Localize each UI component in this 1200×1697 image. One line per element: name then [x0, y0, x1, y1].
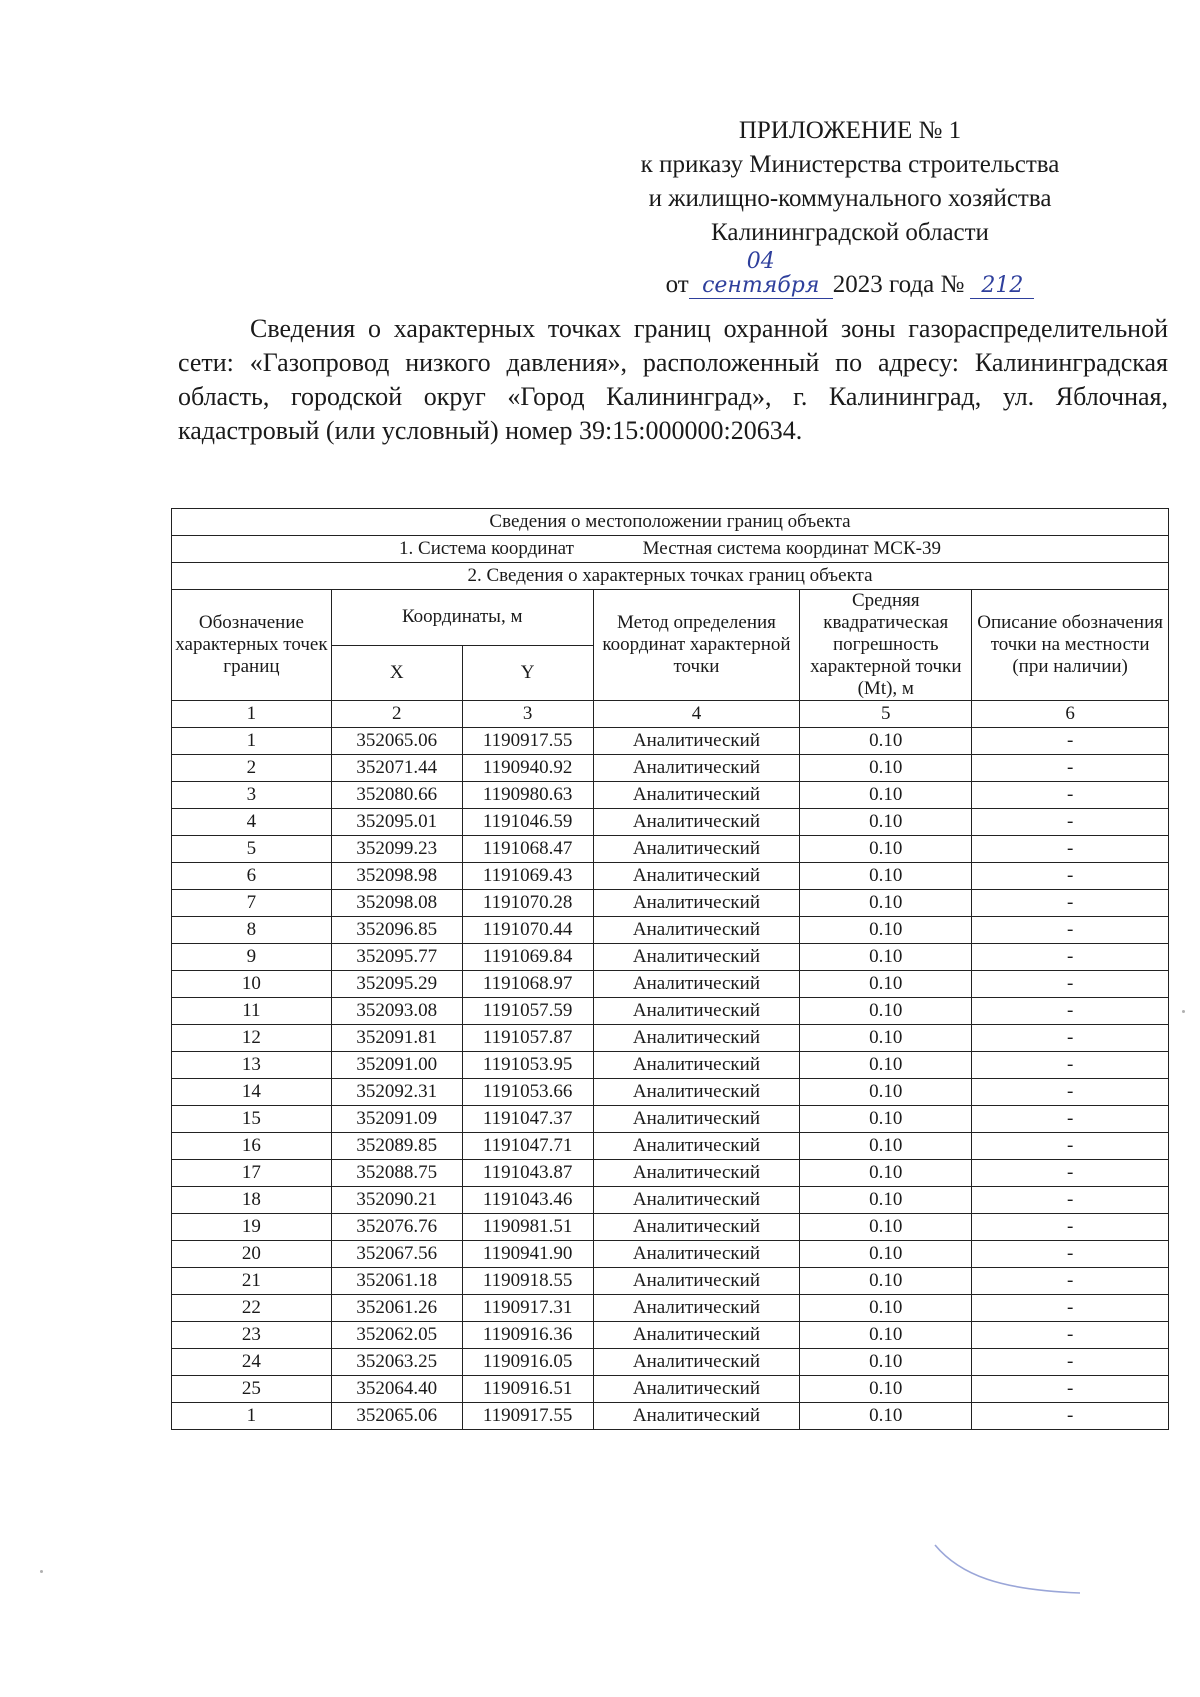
- cell-method: Аналитический: [593, 971, 800, 998]
- table-row: [172, 1025, 1169, 1052]
- cell-method: Аналитический: [593, 1268, 800, 1295]
- column-number: 1: [172, 701, 332, 728]
- cell-x: 352071.44: [331, 755, 462, 782]
- table-row: [172, 782, 1169, 809]
- cell-method: Аналитический: [593, 998, 800, 1025]
- cell-description: -: [972, 1052, 1169, 1079]
- table-row: [172, 998, 1169, 1025]
- order-line-2: и жилищно-коммунального хозяйства: [648, 185, 1052, 212]
- cell-x: 352092.31: [331, 1079, 462, 1106]
- header-x: X: [331, 645, 462, 701]
- cell-error: 0.10: [800, 944, 972, 971]
- cell-x: 352065.06: [331, 1403, 462, 1430]
- table-row: [172, 944, 1169, 971]
- cell-x: 352095.29: [331, 971, 462, 998]
- cell-y: 1191046.59: [462, 809, 593, 836]
- cell-error: 0.10: [800, 971, 972, 998]
- table-body: [172, 728, 1169, 1430]
- cell-point: 7: [172, 890, 332, 917]
- table-row: [172, 890, 1169, 917]
- cell-y: 1190917.55: [462, 728, 593, 755]
- cell-x: 352065.06: [331, 728, 462, 755]
- column-number: 6: [972, 701, 1169, 728]
- cell-y: 1190940.92: [462, 755, 593, 782]
- table-row: [172, 1241, 1169, 1268]
- table-row: [172, 1295, 1169, 1322]
- cell-y: 1191043.87: [462, 1160, 593, 1187]
- scan-speck: [40, 1570, 43, 1573]
- cell-point: 12: [172, 1025, 332, 1052]
- cell-method: Аналитический: [593, 1214, 800, 1241]
- cell-error: 0.10: [800, 1106, 972, 1133]
- cell-method: Аналитический: [593, 1079, 800, 1106]
- cell-point: 20: [172, 1241, 332, 1268]
- table-row: [172, 1187, 1169, 1214]
- cell-x: 352091.09: [331, 1106, 462, 1133]
- table-row: [172, 1322, 1169, 1349]
- cell-description: -: [972, 1349, 1169, 1376]
- cell-error: 0.10: [800, 1295, 972, 1322]
- cell-description: -: [972, 836, 1169, 863]
- cell-description: -: [972, 944, 1169, 971]
- header-description: Описание обозначения точки на местности (при наличии): [972, 590, 1169, 701]
- cell-method: Аналитический: [593, 917, 800, 944]
- column-number: 3: [462, 701, 593, 728]
- cell-y: 1191057.87: [462, 1025, 593, 1052]
- cell-description: -: [972, 917, 1169, 944]
- cell-y: 1191057.59: [462, 998, 593, 1025]
- cell-point: 2: [172, 755, 332, 782]
- cell-error: 0.10: [800, 1025, 972, 1052]
- table-row: [172, 1052, 1169, 1079]
- cell-y: 1191070.44: [462, 917, 593, 944]
- cell-y: 1190941.90: [462, 1241, 593, 1268]
- cell-method: Аналитический: [593, 1187, 800, 1214]
- column-number: 4: [593, 701, 800, 728]
- cell-error: 0.10: [800, 1376, 972, 1403]
- order-line-1: к приказу Министерства строительства: [640, 151, 1060, 178]
- cell-x: 352061.18: [331, 1268, 462, 1295]
- cell-point: 8: [172, 917, 332, 944]
- cell-error: 0.10: [800, 1268, 972, 1295]
- year-text: 2023 года №: [832, 271, 965, 298]
- date-prefix: от: [665, 271, 689, 298]
- cell-method: Аналитический: [593, 944, 800, 971]
- handwritten-order-number: 212: [970, 274, 1034, 299]
- cell-point: 24: [172, 1349, 332, 1376]
- table-row: [172, 1079, 1169, 1106]
- cell-error: 0.10: [800, 1403, 972, 1430]
- cell-error: 0.10: [800, 890, 972, 917]
- cell-point: 4: [172, 809, 332, 836]
- cell-x: 352096.85: [331, 917, 462, 944]
- cell-x: 352095.77: [331, 944, 462, 971]
- document-header: [590, 114, 1110, 302]
- order-date-line: [590, 250, 1110, 302]
- cell-method: Аналитический: [593, 1025, 800, 1052]
- cell-x: 352098.98: [331, 863, 462, 890]
- cell-error: 0.10: [800, 1133, 972, 1160]
- cell-description: -: [972, 1079, 1169, 1106]
- cell-point: 11: [172, 998, 332, 1025]
- cell-point: 13: [172, 1052, 332, 1079]
- cell-y: 1191069.43: [462, 863, 593, 890]
- pen-stroke-mark: [930, 1535, 1090, 1605]
- cell-error: 0.10: [800, 1160, 972, 1187]
- table-row: [172, 1214, 1169, 1241]
- cell-x: 352091.81: [331, 1025, 462, 1052]
- cell-point: 16: [172, 1133, 332, 1160]
- cell-description: -: [972, 728, 1169, 755]
- table-row: [172, 809, 1169, 836]
- cell-method: Аналитический: [593, 1349, 800, 1376]
- cell-description: -: [972, 1376, 1169, 1403]
- cell-description: -: [972, 1403, 1169, 1430]
- cell-point: 9: [172, 944, 332, 971]
- cell-point: 21: [172, 1268, 332, 1295]
- cell-y: 1191053.95: [462, 1052, 593, 1079]
- cell-description: -: [972, 971, 1169, 998]
- cell-y: 1190916.05: [462, 1349, 593, 1376]
- cell-error: 0.10: [800, 1322, 972, 1349]
- cell-description: -: [972, 755, 1169, 782]
- cell-method: Аналитический: [593, 809, 800, 836]
- cell-error: 0.10: [800, 1214, 972, 1241]
- table-row: [172, 917, 1169, 944]
- cell-point: 17: [172, 1160, 332, 1187]
- cell-error: 0.10: [800, 998, 972, 1025]
- order-line-3: Калининградской области: [711, 219, 989, 246]
- header-point: Обозначение характерных точек границ: [172, 590, 332, 701]
- table-row: [172, 755, 1169, 782]
- cell-method: Аналитический: [593, 1106, 800, 1133]
- header-y: Y: [462, 645, 593, 701]
- cell-method: Аналитический: [593, 1052, 800, 1079]
- cell-method: Аналитический: [593, 1241, 800, 1268]
- cell-description: -: [972, 1295, 1169, 1322]
- cell-y: 1190916.36: [462, 1322, 593, 1349]
- cell-method: Аналитический: [593, 1376, 800, 1403]
- section-label: 2. Сведения о характерных точках границ объекта: [172, 563, 1169, 590]
- cell-x: 352076.76: [331, 1214, 462, 1241]
- cell-error: 0.10: [800, 836, 972, 863]
- cell-description: -: [972, 1187, 1169, 1214]
- cell-method: Аналитический: [593, 863, 800, 890]
- cell-y: 1191043.46: [462, 1187, 593, 1214]
- coordinate-system-row: [172, 536, 1169, 563]
- cell-description: -: [972, 863, 1169, 890]
- cell-point: 18: [172, 1187, 332, 1214]
- cell-x: 352095.01: [331, 809, 462, 836]
- cell-description: -: [972, 1241, 1169, 1268]
- cell-method: Аналитический: [593, 1322, 800, 1349]
- cell-method: Аналитический: [593, 1295, 800, 1322]
- table-row: [172, 1106, 1169, 1133]
- cell-point: 23: [172, 1322, 332, 1349]
- cell-method: Аналитический: [593, 1160, 800, 1187]
- cell-error: 0.10: [800, 1349, 972, 1376]
- cell-description: -: [972, 998, 1169, 1025]
- column-number-row: [172, 701, 1169, 728]
- cell-method: Аналитический: [593, 728, 800, 755]
- handwritten-date: 04 сентября: [689, 250, 833, 299]
- table-row: [172, 1403, 1169, 1430]
- cell-method: Аналитический: [593, 755, 800, 782]
- cell-description: -: [972, 1268, 1169, 1295]
- cell-error: 0.10: [800, 1052, 972, 1079]
- table-row: [172, 1376, 1169, 1403]
- cell-y: 1190917.31: [462, 1295, 593, 1322]
- column-number: 5: [800, 701, 972, 728]
- coordinate-system-value: Местная система координат МСК-39: [642, 538, 941, 559]
- cell-y: 1191069.84: [462, 944, 593, 971]
- cell-point: 6: [172, 863, 332, 890]
- table-row: [172, 971, 1169, 998]
- cell-x: 352093.08: [331, 998, 462, 1025]
- cell-y: 1190980.63: [462, 782, 593, 809]
- cell-description: -: [972, 782, 1169, 809]
- cell-x: 352090.21: [331, 1187, 462, 1214]
- cell-y: 1190981.51: [462, 1214, 593, 1241]
- cell-error: 0.10: [800, 782, 972, 809]
- cell-x: 352080.66: [331, 782, 462, 809]
- table-row: [172, 863, 1169, 890]
- cell-description: -: [972, 1133, 1169, 1160]
- cell-x: 352089.85: [331, 1133, 462, 1160]
- cell-x: 352062.05: [331, 1322, 462, 1349]
- cell-x: 352099.23: [331, 836, 462, 863]
- cell-method: Аналитический: [593, 1133, 800, 1160]
- cell-x: 352091.00: [331, 1052, 462, 1079]
- table-row: [172, 1160, 1169, 1187]
- table-row: [172, 1268, 1169, 1295]
- cell-description: -: [972, 1106, 1169, 1133]
- table-row: [172, 836, 1169, 863]
- cell-error: 0.10: [800, 1079, 972, 1106]
- cell-point: 25: [172, 1376, 332, 1403]
- column-number: 2: [331, 701, 462, 728]
- cell-error: 0.10: [800, 809, 972, 836]
- cell-error: 0.10: [800, 728, 972, 755]
- cell-method: Аналитический: [593, 836, 800, 863]
- cell-description: -: [972, 1025, 1169, 1052]
- cell-point: 1: [172, 728, 332, 755]
- cell-description: -: [972, 1322, 1169, 1349]
- cell-error: 0.10: [800, 1187, 972, 1214]
- scan-speck: [1182, 1010, 1185, 1013]
- cell-error: 0.10: [800, 863, 972, 890]
- cell-y: 1191068.47: [462, 836, 593, 863]
- cell-point: 15: [172, 1106, 332, 1133]
- appendix-title: ПРИЛОЖЕНИЕ № 1: [738, 117, 962, 144]
- cell-y: 1190918.55: [462, 1268, 593, 1295]
- cell-x: 352088.75: [331, 1160, 462, 1187]
- cell-y: 1191053.66: [462, 1079, 593, 1106]
- cell-point: 1: [172, 1403, 332, 1430]
- header-method: Метод определения координат характерной точки: [593, 590, 800, 701]
- cell-error: 0.10: [800, 1241, 972, 1268]
- cell-error: 0.10: [800, 917, 972, 944]
- cell-description: -: [972, 1160, 1169, 1187]
- cell-point: 19: [172, 1214, 332, 1241]
- cell-y: 1191068.97: [462, 971, 593, 998]
- intro-paragraph: Сведения о характерных точках границ охранной зоны газораспределительной сети: «Газопровод низкого давления», расположенный по адресу: Калининградская область, городской округ «Город Калининград», г. Калининград, ул. Яблочная, кадастровый (или условный) номер 39:15:000000:20634.: [178, 314, 1168, 445]
- cell-x: 352067.56: [331, 1241, 462, 1268]
- cell-method: Аналитический: [593, 1403, 800, 1430]
- cell-y: 1190917.55: [462, 1403, 593, 1430]
- cell-x: 352063.25: [331, 1349, 462, 1376]
- cell-point: 14: [172, 1079, 332, 1106]
- coordinate-system-label: 1. Система координат: [399, 538, 574, 559]
- header-error: Средняя квадратическая погрешность характерной точки (Mt), м: [800, 590, 972, 701]
- cell-error: 0.10: [800, 755, 972, 782]
- cell-y: 1191047.71: [462, 1133, 593, 1160]
- cell-point: 5: [172, 836, 332, 863]
- table-row: [172, 1133, 1169, 1160]
- cell-x: 352061.26: [331, 1295, 462, 1322]
- cell-x: 352098.08: [331, 890, 462, 917]
- cell-description: -: [972, 890, 1169, 917]
- cell-method: Аналитический: [593, 782, 800, 809]
- cell-method: Аналитический: [593, 890, 800, 917]
- cell-y: 1191047.37: [462, 1106, 593, 1133]
- cell-description: -: [972, 809, 1169, 836]
- cell-description: -: [972, 1214, 1169, 1241]
- cell-y: 1191070.28: [462, 890, 593, 917]
- cell-point: 22: [172, 1295, 332, 1322]
- table-title: Сведения о местоположении границ объекта: [172, 509, 1169, 536]
- coordinates-table: [171, 508, 1169, 1430]
- cell-x: 352064.40: [331, 1376, 462, 1403]
- cell-y: 1190916.51: [462, 1376, 593, 1403]
- table-row: [172, 728, 1169, 755]
- header-coords: Координаты, м: [331, 590, 593, 646]
- cell-point: 3: [172, 782, 332, 809]
- table-row: [172, 1349, 1169, 1376]
- cell-point: 10: [172, 971, 332, 998]
